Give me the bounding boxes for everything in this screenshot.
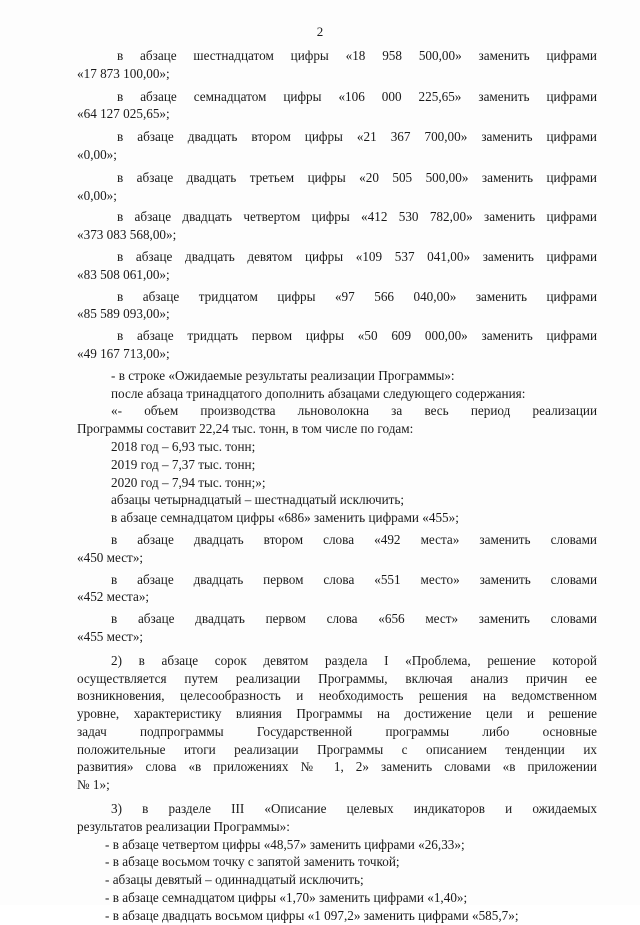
text-line: «49 167 713,00»; — [77, 345, 170, 361]
text-line: «85 589 093,00»; — [77, 306, 170, 322]
paragraph-p3 — [77, 128, 597, 164]
text-line: «0,00»; — [77, 187, 117, 203]
text-line: после абзаца тринадцатого дополнить абзацами следующего содержания: — [111, 385, 526, 401]
text-line: возникновения, целесообразность и необходимость решения на ведомственном — [77, 688, 597, 704]
paragraph-p7 — [77, 288, 597, 324]
text-line: в абзаце тридцать первом цифры «50 609 000,00» заменить цифрами — [117, 328, 597, 344]
text-line: «452 места»; — [77, 589, 150, 605]
text-line: «450 мест»; — [77, 549, 144, 565]
text-line: «17 873 100,00»; — [77, 65, 170, 81]
paragraph-p20 — [77, 652, 597, 794]
paragraph-p18 — [77, 571, 597, 607]
text-line: в абзаце двадцать девятом цифры «109 537 041,00» заменить цифрами — [117, 248, 597, 264]
paragraph-p25 — [77, 889, 597, 907]
paragraph-p14 — [77, 474, 597, 492]
text-line: 2) в абзаце сорок девятом раздела I «Проблема, решение которой — [111, 652, 597, 668]
text-line: уровне, характеристику влияния Программы на достижение цели и решение — [77, 706, 597, 722]
text-line: - абзацы девятый – одиннадцатый исключить; — [105, 872, 364, 888]
paragraph-p15 — [77, 491, 597, 509]
paragraph-p22 — [77, 836, 597, 854]
paragraph-p4 — [77, 169, 597, 205]
text-line: - в абзаце четвертом цифры «48,57» заменить цифрами «26,33»; — [105, 836, 465, 852]
paragraph-p1 — [77, 47, 597, 83]
text-line: результатов реализации Программы»: — [77, 818, 290, 834]
text-line: «83 508 061,00»; — [77, 266, 170, 282]
paragraph-p16 — [77, 509, 597, 527]
text-line: - в абзаце восьмом точку с запятой заменить точкой; — [105, 854, 400, 870]
text-line: в абзаце двадцать третьем цифры «20 505 500,00» заменить цифрами — [117, 169, 597, 185]
text-line: «373 083 568,00»; — [77, 227, 177, 243]
paragraph-p19 — [77, 610, 597, 646]
paragraph-p10 — [77, 385, 597, 403]
text-line: в абзаце двадцать первом слова «656 мест» заменить словами — [111, 611, 597, 627]
text-line: в абзаце двадцать втором цифры «21 367 700,00» заменить цифрами — [117, 129, 597, 145]
text-line: абзацы четырнадцатый – шестнадцатый исключить; — [111, 492, 405, 508]
text-line: задач подпрограммы Государственной программы либо основные — [77, 723, 597, 739]
paragraph-p6 — [77, 248, 597, 284]
text-line: развития» слова «в приложениях № 1, 2» заменить словами «в приложении — [77, 759, 597, 775]
paragraph-p26 — [77, 907, 597, 925]
text-line: 2020 год – 7,94 тыс. тонн;»; — [111, 474, 266, 490]
text-line: 2019 год – 7,37 тыс. тонн; — [111, 456, 256, 472]
paragraph-p8 — [77, 327, 597, 363]
text-line: в абзаце двадцать первом слова «551 место» заменить словами — [111, 571, 597, 587]
text-line: 2018 год – 6,93 тыс. тонн; — [111, 438, 256, 454]
text-line: осуществляется путем реализации Программы, включая анализ причин ее — [77, 670, 597, 686]
text-line: в абзаце двадцать втором слова «492 места» заменить словами — [111, 531, 597, 547]
text-line: Программы составит 22,24 тыс. тонн, в том числе по годам: — [77, 421, 414, 437]
text-line: - в абзаце двадцать восьмом цифры «1 097,2» заменить цифрами «585,7»; — [105, 907, 519, 923]
text-line: «455 мест»; — [77, 628, 144, 644]
paragraph-p11 — [77, 402, 597, 438]
paragraph-p2 — [77, 88, 597, 124]
text-line: № 1»; — [77, 777, 110, 793]
document-body — [77, 47, 597, 925]
text-line: в абзаце семнадцатом цифры «106 000 225,65» заменить цифрами — [117, 88, 597, 104]
paragraph-p17 — [77, 531, 597, 567]
paragraph-p5 — [77, 208, 597, 244]
paragraph-p13 — [77, 456, 597, 474]
text-line: 3) в разделе III «Описание целевых индикаторов и ожидаемых — [111, 801, 597, 817]
paragraph-p9 — [77, 367, 597, 385]
text-line: - в абзаце семнадцатом цифры «1,70» заменить цифрами «1,40»; — [105, 890, 468, 906]
paragraph-p23 — [77, 853, 597, 871]
text-line: - в строке «Ожидаемые результаты реализации Программы»: — [111, 367, 455, 383]
text-line: в абзаце шестнадцатом цифры «18 958 500,00» заменить цифрами — [117, 48, 597, 63]
text-line: положительные итоги реализации Программы с описанием тенденции их — [77, 741, 597, 757]
text-line: «- объем производства льноволокна за весь период реализации — [111, 403, 597, 419]
text-line: «64 127 025,65»; — [77, 106, 170, 122]
text-line: в абзаце тридцатом цифры «97 566 040,00» заменить цифрами — [117, 288, 597, 304]
text-line: в абзаце двадцать четвертом цифры «412 530 782,00» заменить цифрами — [117, 209, 597, 225]
paragraph-p24 — [77, 871, 597, 889]
paragraph-p21 — [77, 800, 597, 836]
paragraph-p12 — [77, 438, 597, 456]
page-number: 2 — [316, 24, 324, 39]
text-line: в абзаце семнадцатом цифры «686» заменить цифрами «455»; — [111, 510, 459, 526]
text-line: «0,00»; — [77, 146, 117, 162]
